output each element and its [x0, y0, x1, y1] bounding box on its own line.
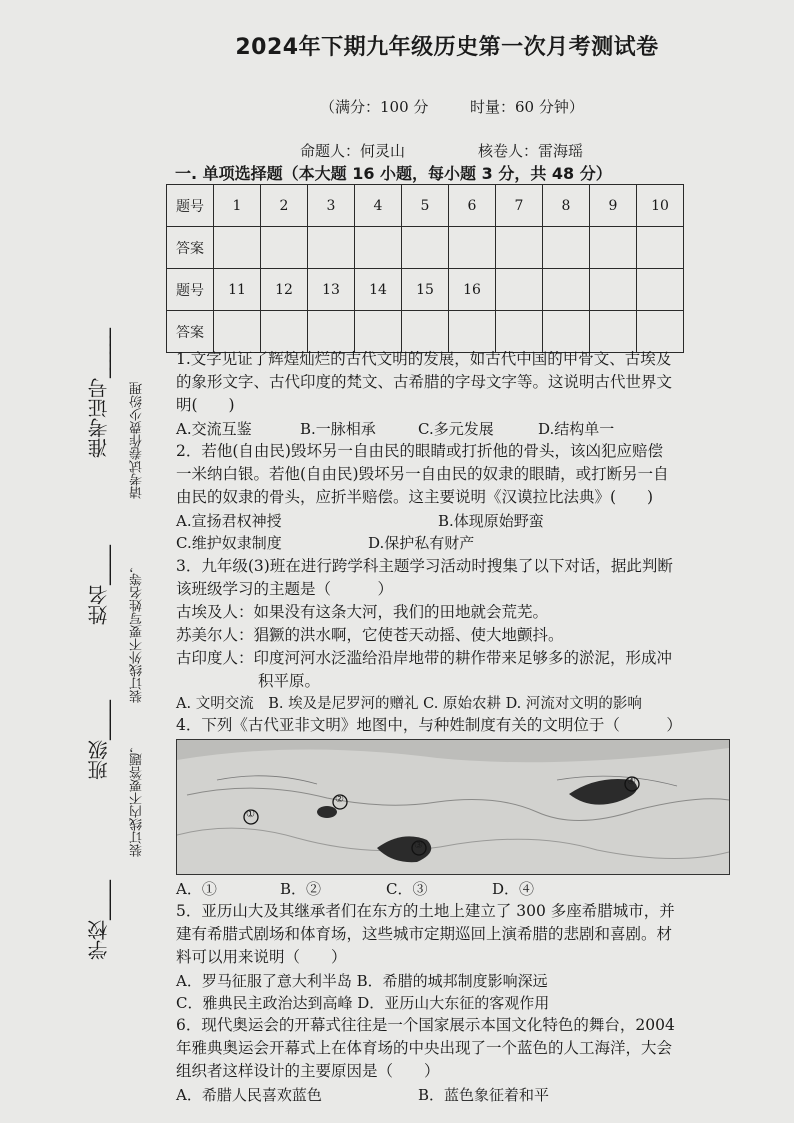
question-4 [176, 714, 736, 737]
table-cell: 题号 [167, 185, 214, 227]
table-cell [543, 269, 590, 311]
table-cell: 1 [214, 185, 261, 227]
exam-title: 2024年下期九年级历史第一次月考测试卷 [235, 35, 659, 60]
time-limit: 时量：60 分钟） [470, 98, 584, 116]
answer-cell[interactable] [261, 227, 308, 269]
dialogue-egypt: 古埃及人：如果没有这条大河，我们的田地就会荒芜。 [176, 603, 549, 621]
question-line: 建有希腊式剧场和体育场，这些城市定期巡回上演希腊的悲剧和喜剧。材 [176, 925, 673, 943]
answer-cell[interactable] [637, 227, 684, 269]
q2-option-d[interactable]: D.保护私有财产 [368, 534, 475, 552]
answer-cell[interactable] [590, 311, 637, 353]
full-score: （满分：100 分 [320, 98, 429, 116]
reviewer: 核卷人：雷海瑶 [478, 142, 584, 160]
question-line: 6．现代奥运会的开幕式往往是一个国家展示本国文化特色的舞台，2004 [176, 1016, 675, 1034]
question-line: 2．若他(自由民)毁坏另一自由民的眼睛或打折他的骨头，该凶犯应赔偿 [176, 442, 663, 460]
answer-cell[interactable] [543, 227, 590, 269]
q2-option-c[interactable]: C.维护奴隶制度 [176, 534, 282, 552]
section-heading: 一. 单项选择题（本大题 16 小题，每小题 3 分，共 48 分） [175, 164, 612, 183]
name-label: 姓名____ [87, 545, 111, 625]
question-line: 5．亚历山大及其继承者们在东方的土地上建立了 300 多座希腊城市，并 [176, 902, 675, 920]
q5-options-ab[interactable]: A．罗马征服了意大利半岛 B．希腊的城邦制度影响深远 [176, 972, 548, 990]
answer-cell[interactable] [355, 311, 402, 353]
q4-option-b[interactable]: B．② [280, 880, 322, 898]
exam-no-text: 准考证号 [87, 378, 111, 458]
table-cell: 答案 [167, 227, 214, 269]
map-marker-2: ② [335, 794, 344, 805]
answer-cell[interactable] [214, 227, 261, 269]
map-marker-4: ④ [627, 776, 636, 787]
map-marker-1: ① [246, 809, 255, 820]
q1-option-c[interactable]: C.多元发展 [418, 420, 494, 438]
class-label: 班级____ [87, 700, 111, 780]
question-5 [176, 900, 736, 969]
q2-option-b[interactable]: B.体现原始野蛮 [438, 512, 544, 530]
map-marker-3: ③ [414, 840, 423, 851]
table-cell: 答案 [167, 311, 214, 353]
answer-cell[interactable] [308, 227, 355, 269]
table-cell: 题号 [167, 269, 214, 311]
dialogue-india-cont: 积平原。 [258, 672, 321, 690]
answer-cell[interactable] [543, 311, 590, 353]
table-cell: 8 [543, 185, 590, 227]
answer-cell[interactable] [637, 311, 684, 353]
table-cell: 4 [355, 185, 402, 227]
question-line: 明( ) [176, 396, 235, 414]
binding-note-1: 请考试卷作费少纷理 [130, 382, 145, 499]
answer-cell[interactable] [214, 311, 261, 353]
exam-no-label: 准考证号______ [87, 330, 111, 458]
table-row [167, 227, 684, 269]
table-cell: 12 [261, 269, 308, 311]
answer-cell[interactable] [449, 227, 496, 269]
table-cell: 10 [637, 185, 684, 227]
q4-option-a[interactable]: A．① [176, 880, 217, 898]
table-cell: 11 [214, 269, 261, 311]
question-line: 年雅典奥运会开幕式上在体育场的中央出现了一个蓝色的人工海洋，大会 [176, 1039, 673, 1057]
ancient-civilizations-map [176, 739, 730, 875]
school-text: 学校 [87, 920, 111, 960]
q4-option-d[interactable]: D．④ [492, 880, 535, 898]
question-2 [176, 440, 736, 509]
question-6 [176, 1014, 736, 1083]
question-line: 4．下列《古代亚非文明》地图中，与种姓制度有关的文明位于（ ） [176, 716, 682, 734]
answer-cell[interactable] [402, 311, 449, 353]
table-cell [637, 269, 684, 311]
question-line: 该班级学习的主题是（ ） [176, 580, 394, 598]
q1-option-b[interactable]: B.一脉相承 [300, 420, 376, 438]
table-cell: 6 [449, 185, 496, 227]
q1-option-a[interactable]: A.交流互鉴 [176, 420, 252, 438]
question-line: 3．九年级(3)班在进行跨学科主题学习活动时搜集了以下对话，据此判断 [176, 557, 673, 575]
name-text: 姓名 [87, 585, 111, 625]
answer-cell[interactable] [496, 311, 543, 353]
school-label: 学校____ [87, 880, 111, 960]
answer-cell[interactable] [496, 227, 543, 269]
table-cell: 15 [402, 269, 449, 311]
q2-option-a[interactable]: A.宣扬君权神授 [176, 512, 282, 530]
map-graphic [177, 740, 729, 874]
answer-table [166, 184, 684, 353]
binding-note-2: 装订线外不要写姓名等， [130, 560, 145, 703]
question-line: 一米纳白银。若他(自由民)毁坏另一自由民的奴隶的眼睛，或打断另一自 [176, 465, 669, 483]
table-cell: 16 [449, 269, 496, 311]
table-cell: 5 [402, 185, 449, 227]
question-line: 料可以用来说明（ ） [176, 948, 347, 966]
author: 命题人：何灵山 [300, 142, 406, 160]
table-cell [590, 269, 637, 311]
q6-option-b[interactable]: B．蓝色象征着和平 [418, 1086, 550, 1104]
table-cell [496, 269, 543, 311]
answer-cell[interactable] [402, 227, 449, 269]
answer-cell[interactable] [261, 311, 308, 353]
class-text: 班级 [87, 740, 111, 780]
question-3 [176, 555, 736, 693]
q3-options[interactable]: A. 文明交流 B. 埃及是尼罗河的赠礼 C. 原始农耕 D. 河流对文明的影响 [176, 696, 642, 712]
question-1 [176, 348, 736, 417]
table-cell: 13 [308, 269, 355, 311]
table-cell: 7 [496, 185, 543, 227]
dialogue-sumer: 苏美尔人：猖獗的洪水啊，它使苍天动摇、使大地颤抖。 [176, 626, 564, 644]
answer-cell[interactable] [355, 227, 402, 269]
table-row [167, 311, 684, 353]
table-cell: 9 [590, 185, 637, 227]
answer-cell[interactable] [449, 311, 496, 353]
q4-option-c[interactable]: C．③ [386, 880, 428, 898]
question-line: 1.文字见证了辉煌灿烂的古代文明的发展，如古代中国的甲骨文、古埃及 [176, 350, 672, 368]
table-cell: 14 [355, 269, 402, 311]
question-line: 由民的奴隶的骨头，应折半赔偿。这主要说明《汉谟拉比法典》( ) [176, 488, 654, 506]
binding-note-3: 装订线内不要答题， [130, 740, 145, 857]
dialogue-india: 古印度人：印度河河水泛滥给沿岸地带的耕作带来足够多的淤泥，形成冲 [176, 649, 673, 667]
answer-cell[interactable] [308, 311, 355, 353]
q1-option-d[interactable]: D.结构单一 [538, 420, 615, 438]
q5-options-cd[interactable]: C．雅典民主政治达到高峰 D．亚历山大东征的客观作用 [176, 994, 550, 1012]
answer-cell[interactable] [590, 227, 637, 269]
table-cell: 2 [261, 185, 308, 227]
table-cell: 3 [308, 185, 355, 227]
table-row [167, 269, 684, 311]
table-row [167, 185, 684, 227]
q6-option-a[interactable]: A．希腊人民喜欢蓝色 [176, 1086, 322, 1104]
question-line: 组织者这样设计的主要原因是（ ） [176, 1062, 440, 1080]
question-line: 的象形文字、古代印度的梵文、古希腊的字母文字等。这说明古代世界文 [176, 373, 673, 391]
